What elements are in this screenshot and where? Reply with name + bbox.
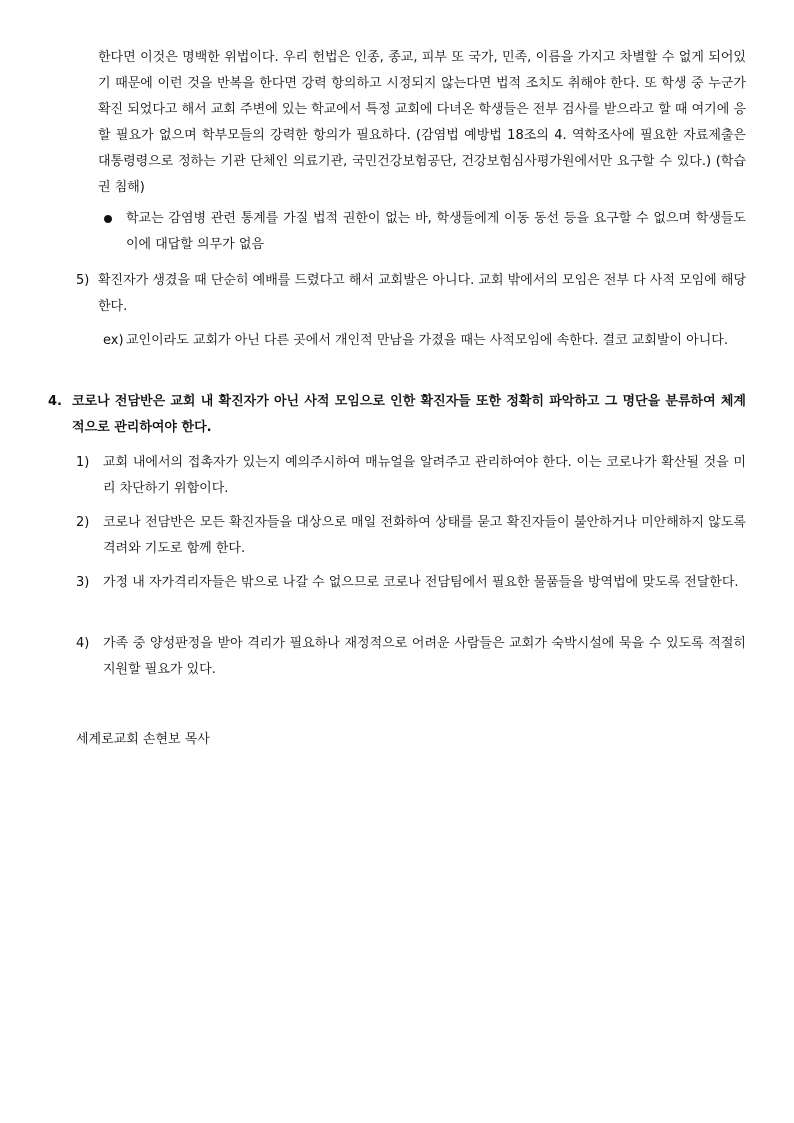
section-4-item-3-marker: 3): [76, 575, 90, 590]
intro-paragraph: 한다면 이것은 명백한 위법이다. 우리 헌법은 인종, 종교, 피부 또 국가, 민족, 이름을 가지고 차별할 수 없게 되어있기 때문에 이런 것을 반복을 한다면 강력 항의하고 시정되지 않는다면 법적 조치도 취해야 한다. 또 학생 중 누군가 확진 되었다고 해서 교회 주변에 있는 학교에서 특정 교회에 다녀온 학생들은 전부 검사를 받으라고 할 때 여기에 응할 필요가 없으며 학부모들의 강력한 항의가 필요하다. (감염법 예방법 18조의 4. 역학조사에 필요한 자료제출은 대통령령으로 정하는 기관 단체인 의료기관, 국민건강보험공단, 건강보험심사평가원에서만 요구할 수 있다.) (학습권 침해): [98, 50, 746, 195]
example-text: 교인이라도 교회가 아닌 다른 곳에서 개인적 만남을 가졌을 때는 사적모임에 속한다. 결코 교회발이 아니다.: [126, 333, 728, 348]
section-4-item-3-text: 가정 내 자가격리자들은 밖으로 나갈 수 없으므로 코로나 전담팀에서 필요한 물품들을 방역법에 맞도록 전달한다.: [103, 575, 739, 590]
section-4-item-2-text: 코로나 전담반은 모든 확진자들을 대상으로 매일 전화하여 상태를 묻고 확진자들이 불안하거나 미안해하지 않도록 격려와 기도로 함께 한다.: [103, 515, 746, 556]
item-5-text: 확진자가 생겼을 때 단순히 예배를 드렸다고 해서 교회발은 아니다. 교회 밖에서의 모임은 전부 다 사적 모임에 해당한다.: [98, 273, 746, 314]
section-4-item-2-marker: 2): [76, 515, 90, 530]
section-4-item-1-marker: 1): [76, 455, 90, 470]
author-signature: 세계로교회 손현보 목사: [76, 732, 210, 747]
section-4-marker: 4.: [48, 394, 62, 409]
bullet-icon: [104, 215, 112, 223]
section-4-item-4-marker: 4): [76, 636, 90, 651]
bullet-item-text: 학교는 감염병 관련 통계를 가질 법적 권한이 없는 바, 학생들에게 이동 동선 등을 요구할 수 없으며 학생들도 이에 대답할 의무가 없음: [126, 211, 746, 252]
section-4-heading: 코로나 전담반은 교회 내 확진자가 아닌 사적 모임으로 인한 확진자들 또한 정확히 파악하고 그 명단을 분류하여 체계적으로 관리하여야 한다.: [72, 394, 746, 435]
item-5-marker: 5): [76, 273, 90, 288]
section-4-item-1-text: 교회 내에서의 접촉자가 있는지 예의주시하여 매뉴얼을 알려주고 관리하여야 한다. 이는 코로나가 확산될 것을 미리 차단하기 위함이다.: [103, 455, 746, 496]
example-marker: ex): [103, 333, 124, 348]
section-4-item-4-text: 가족 중 양성판정을 받아 격리가 필요하나 재정적으로 어려운 사람들은 교회가 숙박시설에 묵을 수 있도록 적절히 지원할 필요가 있다.: [103, 636, 746, 677]
